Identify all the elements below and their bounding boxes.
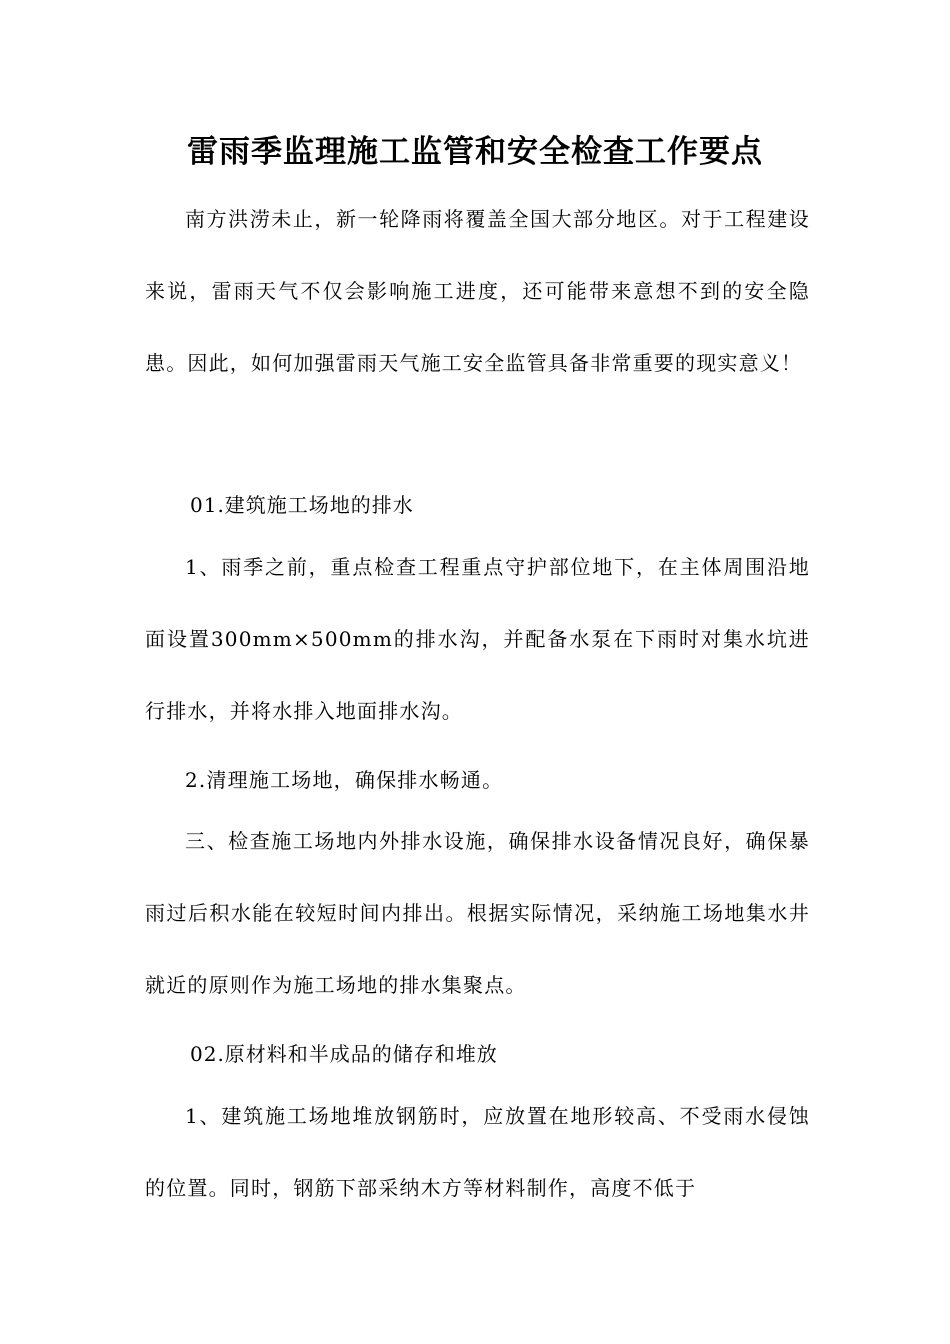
drainage-item-1: 1、雨季之前，重点检查工程重点守护部位地下，在主体周围沿地面设置300mm×500mm的排水沟，并配备水泵在下雨时对集水坑进行排水，并将水排入地面排水沟。 [145, 555, 810, 723]
document-title: 雷雨季监理施工监管和安全检查工作要点 [187, 134, 763, 170]
drainage-item-2: 2.清理施工场地，确保排水畅通。 [185, 768, 504, 792]
drainage-item-3: 三、检查施工场地内外排水设施，确保排水设备情况良好，确保暴雨过后积水能在较短时间内排出。根据实际情况，采纳施工场地集水井就近的原则作为施工场地的排水集聚点。 [145, 829, 810, 997]
intro-paragraph: 南方洪涝未止，新一轮降雨将覆盖全国大部分地区。对于工程建设来说，雷雨天气不仅会影响施工进度，还可能带来意想不到的安全隐患。因此，如何加强雷雨天气施工安全监管具备非常重要的现实意义！ [145, 207, 810, 375]
section-heading-drainage: 01.建筑施工场地的排水 [190, 493, 414, 517]
section-heading-materials: 02.原材料和半成品的储存和堆放 [190, 1042, 498, 1066]
materials-item-1: 1、建筑施工场地堆放钢筋时，应放置在地形较高、不受雨水侵蚀的位置。同时，钢筋下部采纳木方等材料制作，高度不低于 [145, 1104, 810, 1200]
